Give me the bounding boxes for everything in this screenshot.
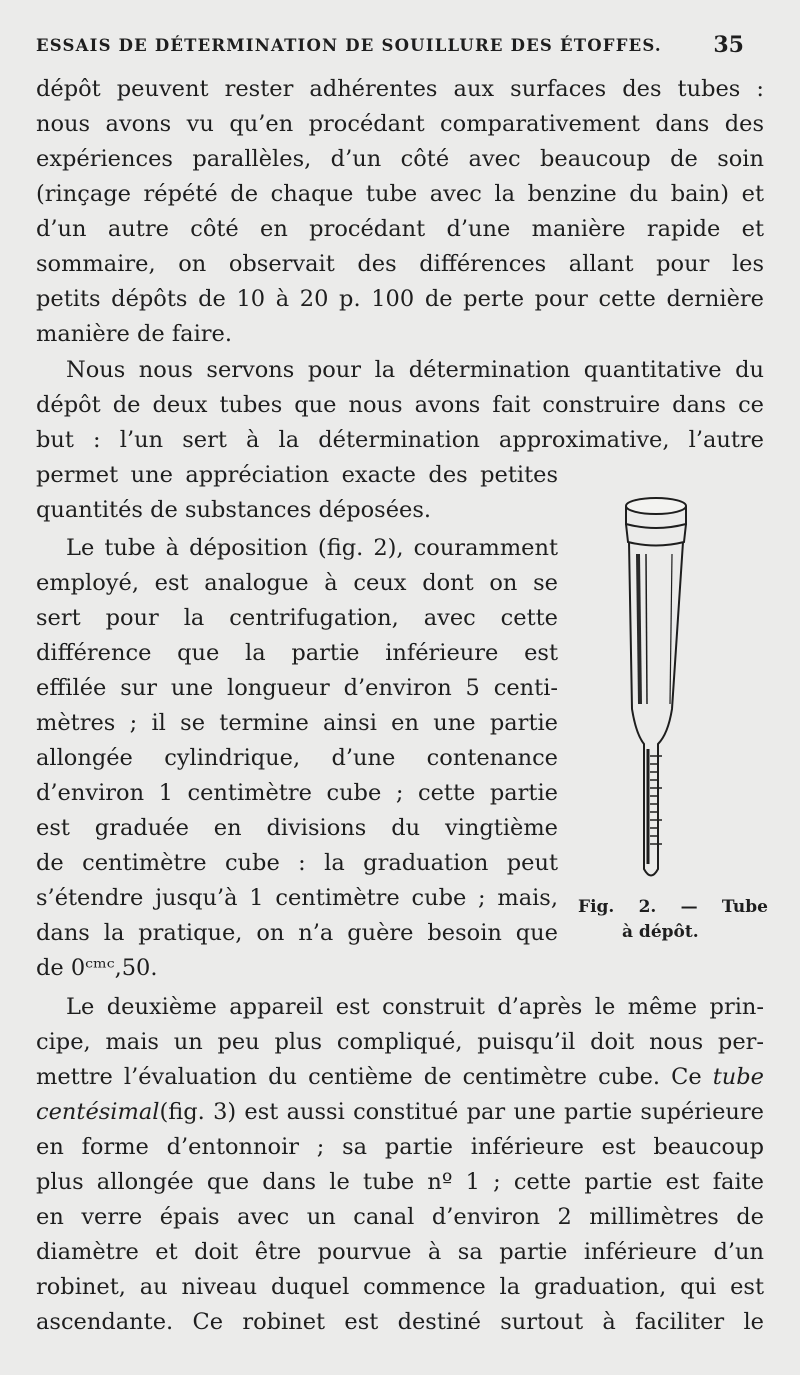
text-line: d’environ 1 centimètre cube ; cette partie — [36, 780, 558, 806]
text-line: sert pour la centrifugation, avec cette — [36, 605, 558, 631]
text-line: dépôt peuvent rester adhérentes aux surfaces des tubes : — [36, 76, 764, 102]
text-line: dépôt de deux tubes que nous avons fait construire dans ce — [36, 392, 764, 418]
italic-term: centésimal — [36, 1099, 160, 1125]
text-line: différence que la partie inférieure est — [36, 640, 558, 666]
text-line: de centimètre cube : la graduation peut — [36, 850, 558, 876]
text-line: mètres ; il se termine ainsi en une partie — [36, 710, 558, 736]
text-line — [36, 1095, 764, 1129]
page-header — [36, 30, 744, 62]
page-number: 35 — [713, 32, 744, 58]
text-line-part: mettre l’évaluation du centième de centimètre cube. Ce — [36, 1064, 702, 1090]
text-line: petits dépôts de 10 à 20 p. 100 de perte pour cette dernière — [36, 286, 764, 312]
text-line: employé, est analogue à ceux dont on se — [36, 570, 558, 596]
text-line: allongée cylindrique, d’une contenance — [36, 745, 558, 771]
text-line: quantités de substances déposées. — [36, 497, 432, 523]
text-line: sommaire, on observait des différences allant pour les — [36, 251, 764, 277]
text-line: expériences parallèles, d’un côté avec beaucoup de soin — [36, 146, 764, 172]
figure-tube — [576, 494, 766, 954]
text-line: nous avons vu qu’en procédant comparativement dans des — [36, 111, 764, 137]
text-line: Nous nous servons pour la détermination quantitative du — [66, 357, 764, 383]
text-line: d’un autre côté en procédant d’une manière rapide et — [36, 216, 764, 242]
text-line: en verre épais avec un canal d’environ 2 millimètres de — [36, 1204, 764, 1230]
running-title: ESSAIS DE DÉTERMINATION DE SOUILLURE DES ÉTOFFES. — [36, 36, 662, 55]
text-line: de 0ᶜᵐᶜ,50. — [36, 955, 158, 981]
text-line: effilée sur une longueur d’environ 5 centi- — [36, 675, 558, 701]
text-line: s’étendre jusqu’à 1 centimètre cube ; mais, — [36, 885, 558, 911]
text-line: cipe, mais un peu plus compliqué, puisqu’il doit nous per- — [36, 1029, 764, 1055]
text-line: but : l’un sert à la détermination approximative, l’autre — [36, 427, 764, 453]
text-line: (rinçage répété de chaque tube avec la benzine du bain) et — [36, 181, 764, 207]
figure-caption-continued: à dépôt. — [622, 922, 699, 942]
text-line: Le deuxième appareil est construit d’après le même prin- — [66, 994, 764, 1020]
text-line: Le tube à déposition (fig. 2), couramment — [66, 535, 558, 561]
text-line: plus allongée que dans le tube nº 1 ; cette partie est faite — [36, 1169, 764, 1195]
text-line: manière de faire. — [36, 321, 233, 347]
figure-caption: Fig. 2. — Tube — [578, 897, 768, 917]
text-line: permet une appréciation exacte des petites — [36, 462, 558, 488]
text-line — [36, 1060, 764, 1094]
text-line: dans la pratique, on n’a guère besoin que — [36, 920, 558, 946]
text-line: ascendante. Ce robinet est destiné surtout à faciliter le — [36, 1309, 764, 1335]
tube-illustration — [576, 494, 766, 894]
text-line: est graduée en divisions du vingtième — [36, 815, 558, 841]
text-line: diamètre et doit être pourvue à sa partie inférieure d’un — [36, 1239, 764, 1265]
text-line-part: (fig. 3) est aussi constitué par une partie supérieure — [159, 1099, 764, 1125]
text-line: robinet, au niveau duquel commence la graduation, qui est — [36, 1274, 764, 1300]
text-line: en forme d’entonnoir ; sa partie inférieure est beaucoup — [36, 1134, 764, 1160]
italic-term: tube — [712, 1064, 764, 1090]
